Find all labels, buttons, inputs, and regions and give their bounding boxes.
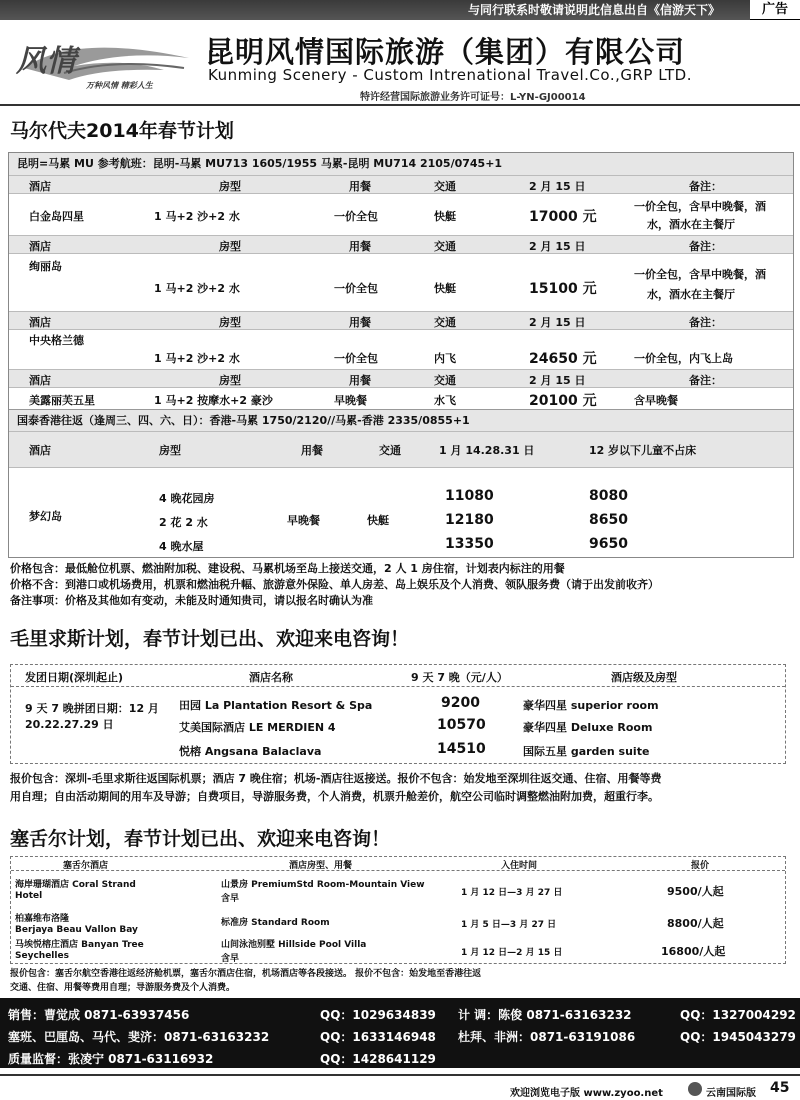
price-exclude-note: 价格不含：到港口或机场费用，机票和燃油税升幅、旅游意外保险、单人房差、岛上娱乐及个人消费、领队服务费（请于出发前收齐） <box>10 578 659 591</box>
company-name-en: Kunming Scenery - Custom Intrenational Travel.Co.,GRP LTD. <box>208 66 692 84</box>
header-meal: 用餐 <box>349 240 371 253</box>
room-type: 国际五星 garden suite <box>523 745 650 758</box>
price: 8800/人起 <box>667 917 724 930</box>
transport: 快艇 <box>434 210 456 223</box>
contact-qq: QQ：1945043279 <box>680 1030 796 1044</box>
hotel-name-en: Berjaya Beau Vallon Bay <box>15 925 138 935</box>
hotel-name: 美露丽芙五星 <box>29 394 95 407</box>
price: 9500/人起 <box>667 885 724 898</box>
header-transport: 交通 <box>434 374 456 387</box>
header-date: 2 月 15 日 <box>529 316 586 329</box>
hk-flight-info: 国泰香港往返（逢周三、四、六、日）：香港-马累 1750/2120//马累-香港 2335/0855+1 <box>9 409 793 431</box>
header-date: 2 月 15 日 <box>529 240 586 253</box>
seychelles-table <box>10 856 786 964</box>
hotel-name: 悦榕 Angsana Balaclava <box>179 745 322 758</box>
header-meal: 用餐 <box>301 444 323 457</box>
header-transport: 交通 <box>434 240 456 253</box>
transport: 快艇 <box>434 282 456 295</box>
table-row <box>9 387 793 409</box>
room-type: 1 马+2 沙+2 水 <box>154 352 240 365</box>
room-type: 1 马+2 按摩水+2 豪沙 <box>154 394 273 407</box>
header-remark: 备注： <box>689 240 722 253</box>
header-room: 房型 <box>219 180 241 193</box>
table-header-row <box>9 431 793 467</box>
table-header-row <box>11 665 785 687</box>
price-adult: 13350 <box>445 536 494 552</box>
header-transport: 交通 <box>379 444 401 457</box>
header-room: 房型 <box>159 444 181 457</box>
header-hotel: 酒店 <box>29 374 51 387</box>
room-type: 豪华四星 superior room <box>523 699 659 712</box>
bottom-rule <box>0 1074 800 1076</box>
room-type: 山景房 PremiumStd Room-Mountain View <box>221 880 425 890</box>
hotel-name: 中央格兰德 <box>29 334 84 347</box>
stay-period: 1 月 12 日—3 月 27 日 <box>461 888 563 898</box>
header-transport: 交通 <box>434 180 456 193</box>
price: 24650 元 <box>529 351 597 367</box>
header-remark: 备注： <box>689 180 722 193</box>
page-number: 45 <box>770 1080 790 1096</box>
departure-dates: 9 天 7 晚拼团日期：12 月 20.22.27.29 日 <box>25 702 159 731</box>
mauritius-table <box>10 664 786 764</box>
price: 14510 <box>437 741 486 757</box>
hotel-name: 艾美国际酒店 LE MERDIEN 4 <box>179 721 336 734</box>
transport: 水飞 <box>434 394 456 407</box>
remark-line1: 一价全包，含早中晚餐，酒 <box>634 268 766 281</box>
table-row <box>9 467 793 559</box>
seychelles-note-2: 交通、住宿、用餐等费用自理；导游服务费及个人消费。 <box>10 983 236 993</box>
edition-brand: 云南国际版 <box>706 1088 756 1099</box>
header-price: 9 天 7 晚（元/人） <box>411 671 508 684</box>
header-remark: 备注： <box>689 374 722 387</box>
seychelles-title: 塞舌尔计划，春节计划已出、欢迎来电咨询！ <box>10 828 391 850</box>
remark-line2: 水，酒水在主餐厅 <box>647 218 735 231</box>
room-type: 2 花 2 水 <box>159 516 208 529</box>
hotel-name: 柏嘉维布洛隆 <box>15 914 70 924</box>
price-child: 8650 <box>589 512 628 528</box>
contact-footer <box>0 998 800 1068</box>
company-logo <box>14 28 199 94</box>
header-dates: 发团日期(深圳起止) <box>25 671 124 684</box>
header-date: 入住时间 <box>501 861 538 871</box>
header-meal: 用餐 <box>349 374 371 387</box>
price-child: 9650 <box>589 536 628 552</box>
header-meal: 用餐 <box>349 316 371 329</box>
mauritius-note-1: 报价包含：深圳-毛里求斯往返国际机票；酒店 7 晚住宿；机场-酒店往返接送。报价不包含：始发地至深圳往返交通、住宿、用餐等费 <box>10 772 662 785</box>
contact-qq: QQ：1029634839 <box>320 1008 436 1022</box>
contact-quality: 质量监督：张凌宁 0871-63116932 <box>8 1052 214 1066</box>
contact-qq: QQ：1428641129 <box>320 1052 436 1066</box>
transport: 快艇 <box>367 514 389 527</box>
price: 20100 元 <box>529 393 597 409</box>
logo-text: 风情 <box>16 44 76 79</box>
stay-period: 1 月 12 日—2 月 15 日 <box>461 948 563 958</box>
mauritius-title: 毛里求斯计划，春节计划已出、欢迎来电咨询！ <box>10 628 410 650</box>
header-date: 2 月 15 日 <box>529 180 586 193</box>
header-hotel: 酒店 <box>29 180 51 193</box>
transport: 内飞 <box>434 352 456 365</box>
table-header-row <box>9 235 793 253</box>
maldives-flight-info: 昆明=马累 MU 参考航班：昆明-马累 MU713 1605/1955 马累-昆明 MU714 2105/0745+1 <box>9 153 793 175</box>
header-room: 房型 <box>219 374 241 387</box>
maldives-table <box>8 152 794 558</box>
room-type: 山间泳池别墅 Hillside Pool Villa <box>221 940 367 950</box>
table-header-row <box>9 369 793 387</box>
header-room: 酒店房型、用餐 <box>289 861 353 871</box>
seychelles-note-1: 报价包含：塞舌尔航空香港往返经济舱机票，塞舌尔酒店住宿，机场酒店等各段接送。 报价不包含：始发地至香港往返 <box>10 969 482 979</box>
price: 17000 元 <box>529 209 597 225</box>
price-adult: 11080 <box>445 488 494 504</box>
header-room: 房型 <box>219 316 241 329</box>
contact-dubai-africa: 杜拜、非洲：0871-63191086 <box>458 1030 636 1044</box>
top-banner <box>0 0 800 20</box>
header-date: 2 月 15 日 <box>529 374 586 387</box>
room-type: 1 马+2 沙+2 水 <box>154 282 240 295</box>
header-transport: 交通 <box>434 316 456 329</box>
contact-qq: QQ：1327004292 <box>680 1008 796 1022</box>
remark-line1: 含早晚餐 <box>634 394 678 407</box>
header-hotel: 酒店 <box>29 444 51 457</box>
license-number: 特许经营国际旅游业务许可证号：L-YN-GJ00014 <box>360 92 586 103</box>
top-notice: 与同行联系时敬请说明此信息出自《信游天下》 <box>0 0 750 20</box>
table-header-row <box>11 857 785 871</box>
header-remark: 备注： <box>689 316 722 329</box>
header-hotel: 酒店 <box>29 240 51 253</box>
price: 15100 元 <box>529 281 597 297</box>
maldives-title: 马尔代夫2014年春节计划 <box>10 120 234 142</box>
meal-plan: 含早 <box>221 894 240 904</box>
table-header-row <box>9 175 793 193</box>
hotel-name: 绚丽岛 <box>29 260 62 273</box>
header-price: 报价 <box>691 861 710 871</box>
table-row <box>9 329 793 369</box>
meal-plan: 一价全包 <box>334 282 378 295</box>
remarks-note: 备注事项：价格及其他如有变动，未能及时通知贵司，请以报名时确认为准 <box>10 594 373 607</box>
meal-plan: 一价全包 <box>334 210 378 223</box>
meal-plan: 一价全包 <box>334 352 378 365</box>
header-room: 酒店级及房型 <box>611 671 677 684</box>
hotel-name-en: Hotel <box>15 891 43 901</box>
hotel-name: 海岸珊瑚酒店 Coral Strand <box>15 880 136 890</box>
header-hotel: 酒店名称 <box>249 671 293 684</box>
hotel-name-en: Seychelles <box>15 951 69 961</box>
room-type: 标准房 Standard Room <box>221 918 330 928</box>
table-header-row <box>9 311 793 329</box>
header-rule <box>0 104 800 106</box>
contact-planner: 计 调：陈俊 0871-63163232 <box>458 1008 632 1022</box>
price-include-note: 价格包含：最低舱位机票、燃油附加税、建设税、马累机场至岛上接送交通，2 人 1 房住宿，计划表内标注的用餐 <box>10 562 565 575</box>
price: 10570 <box>437 717 486 733</box>
meal-plan: 含早 <box>221 954 240 964</box>
meal-plan: 早晚餐 <box>287 514 320 527</box>
hotel-name: 梦幻岛 <box>29 510 62 523</box>
table-row <box>9 253 793 311</box>
room-type: 4 晚水屋 <box>159 540 204 553</box>
header-hotel: 酒店 <box>29 316 51 329</box>
room-type: 4 晚花园房 <box>159 492 215 505</box>
company-name-cn: 昆明风情国际旅游（集团）有限公司 <box>205 35 686 69</box>
meal-plan: 早晚餐 <box>334 394 367 407</box>
header-meal: 用餐 <box>349 180 371 193</box>
page-bottom-bar <box>0 1074 800 1100</box>
price: 16800/人起 <box>661 945 726 958</box>
header-child: 12 岁以下儿童不占床 <box>589 444 697 457</box>
hotel-name: 田园 La Plantation Resort & Spa <box>179 699 373 712</box>
header-hotel: 塞舌尔酒店 <box>63 861 109 871</box>
price-child: 8080 <box>589 488 628 504</box>
company-header <box>0 22 800 104</box>
contact-sales: 销售：曹觉成 0871-63937456 <box>8 1008 190 1022</box>
brand-icon <box>688 1082 702 1096</box>
hotel-name: 马埃悦榕庄酒店 Banyan Tree <box>15 940 144 950</box>
table-row <box>9 193 793 235</box>
stay-period: 1 月 5 日—3 月 27 日 <box>461 920 557 930</box>
room-type: 1 马+2 沙+2 水 <box>154 210 240 223</box>
remark-line2: 水，酒水在主餐厅 <box>647 288 735 301</box>
remark-line1: 一价全包，内飞上岛 <box>634 352 733 365</box>
contact-qq: QQ：1633146948 <box>320 1030 436 1044</box>
header-date: 1 月 14.28.31 日 <box>439 444 535 457</box>
price-adult: 12180 <box>445 512 494 528</box>
remark-line1: 一价全包，含早中晚餐，酒 <box>634 200 766 213</box>
logo-slogan: 万种风情 精彩人生 <box>86 81 153 90</box>
room-type: 豪华四星 Deluxe Room <box>523 721 653 734</box>
hotel-name: 白金岛四星 <box>29 210 84 223</box>
ad-label: 广告 <box>750 0 800 20</box>
price: 9200 <box>441 695 480 711</box>
contact-islands: 塞班、巴厘岛、马代、斐济：0871-63163232 <box>8 1030 270 1044</box>
header-room: 房型 <box>219 240 241 253</box>
website-text: 欢迎浏览电子版 www.zyoo.net <box>510 1088 663 1099</box>
mauritius-note-2: 用自理；自由活动期间的用车及导游；自费项目，导游服务费，个人消费，机票升舱差价，航空公司临时调整燃油附加费，超重行李。 <box>10 790 659 803</box>
